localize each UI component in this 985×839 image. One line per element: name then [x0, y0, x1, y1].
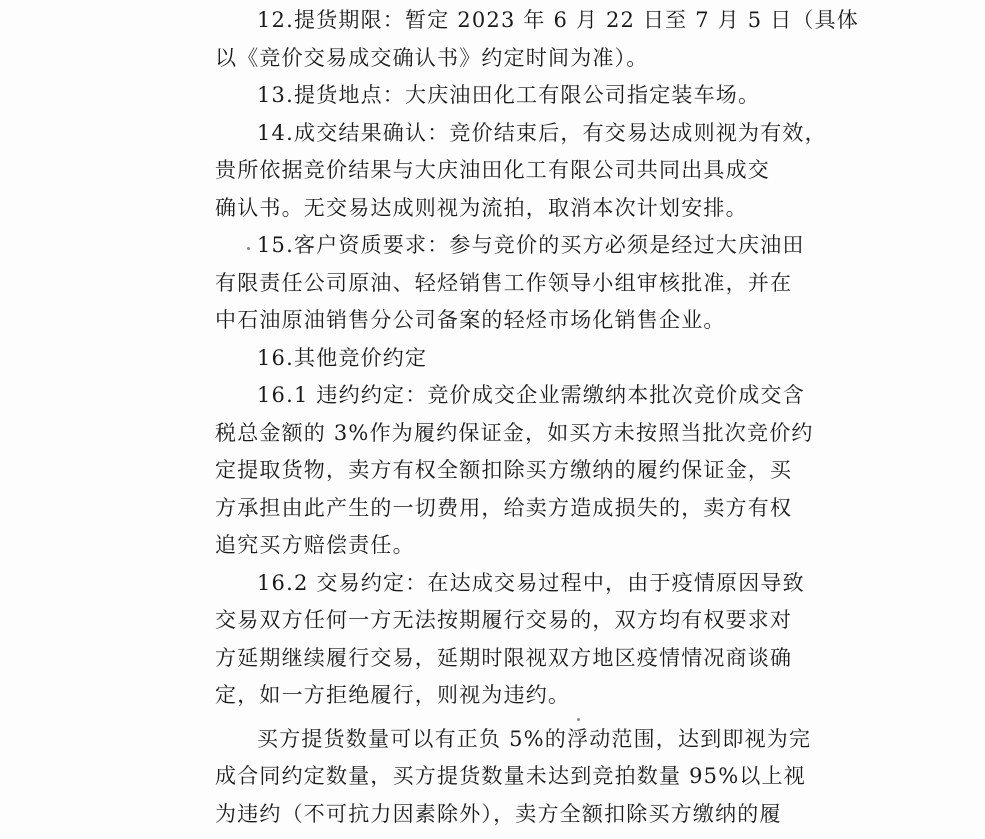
text-line: 有限责任公司原油、轻烃销售工作领导小组审核批准，并在 [215, 270, 793, 295]
text-line: 13.提货地点：大庆油田化工有限公司指定装车场。 [257, 83, 761, 107]
text-line: 买方提货数量可以有正负 5%的浮动范围，达到即视为完 [257, 726, 812, 751]
scan-speck [247, 247, 250, 250]
clause-13 [215, 77, 775, 115]
text-line: 16.2 交易约定：在达成交易过程中，由于疫情原因导致 [257, 570, 805, 595]
text-line: 16.1 违约约定：竞价成交企业需缴纳本批次竞价成交含 [257, 383, 805, 407]
clause-12 [215, 2, 859, 77]
clause-16-1 [215, 377, 814, 565]
clause-14 [215, 115, 827, 228]
text-line: 16.其他竞价约定 [257, 345, 428, 370]
clause-16-2 [215, 565, 805, 715]
text-line: 定提取货物，卖方有权全额扣除买方缴纳的履约保证金，买 [215, 458, 793, 482]
text-line: 以《竞价交易成交确认书》约定时间为准）。 [215, 45, 649, 70]
text-line: 定，如一方拒绝履行，则视为违约。 [215, 683, 571, 707]
text-line: 贵所依据竞价结果与大庆油田化工有限公司共同出具成交 [215, 158, 770, 182]
text-line: 交易双方任何一方无法按期履行交易的，双方均有权要求对 [215, 608, 793, 632]
text-line: 税总金额的 3%作为履约保证金，如买方未按照当批次竞价约 [215, 420, 814, 445]
text-line: 方延期继续履行交易，延期时限视双方地区疫情情况商谈确 [215, 645, 793, 670]
document-body [215, 0, 859, 833]
clause-16-heading [215, 340, 775, 378]
text-line: 成合同约定数量，买方提货数量未达到竞拍数量 95%以上视 [215, 764, 806, 788]
scan-speck [577, 718, 580, 721]
text-line: 方承担由此产生的一切费用，给卖方造成损失的，卖方有权 [215, 495, 793, 520]
text-line: 追究买方赔偿责任。 [215, 533, 415, 557]
text-line: 确认书。无交易达成则视为流拍，取消本次计划安排。 [215, 195, 748, 220]
text-line: 14.成交结果确认：竞价结束后，有交易达成则视为有效， [257, 120, 827, 145]
text-line: 12.提货期限：暂定 2023 年 6 月 22 日至 7 月 5 日（具体 [257, 8, 859, 32]
text-line: 为违约（不可抗力因素除外），卖方全额扣除买方缴纳的履 [215, 801, 782, 826]
text-line: 15.客户资质要求：参与竞价的买方必须是经过大庆油田 [257, 233, 805, 257]
clause-15 [215, 227, 805, 340]
quantity-clause [215, 721, 812, 834]
text-line: 中石油原油销售分公司备案的轻烃市场化销售企业。 [215, 308, 726, 332]
